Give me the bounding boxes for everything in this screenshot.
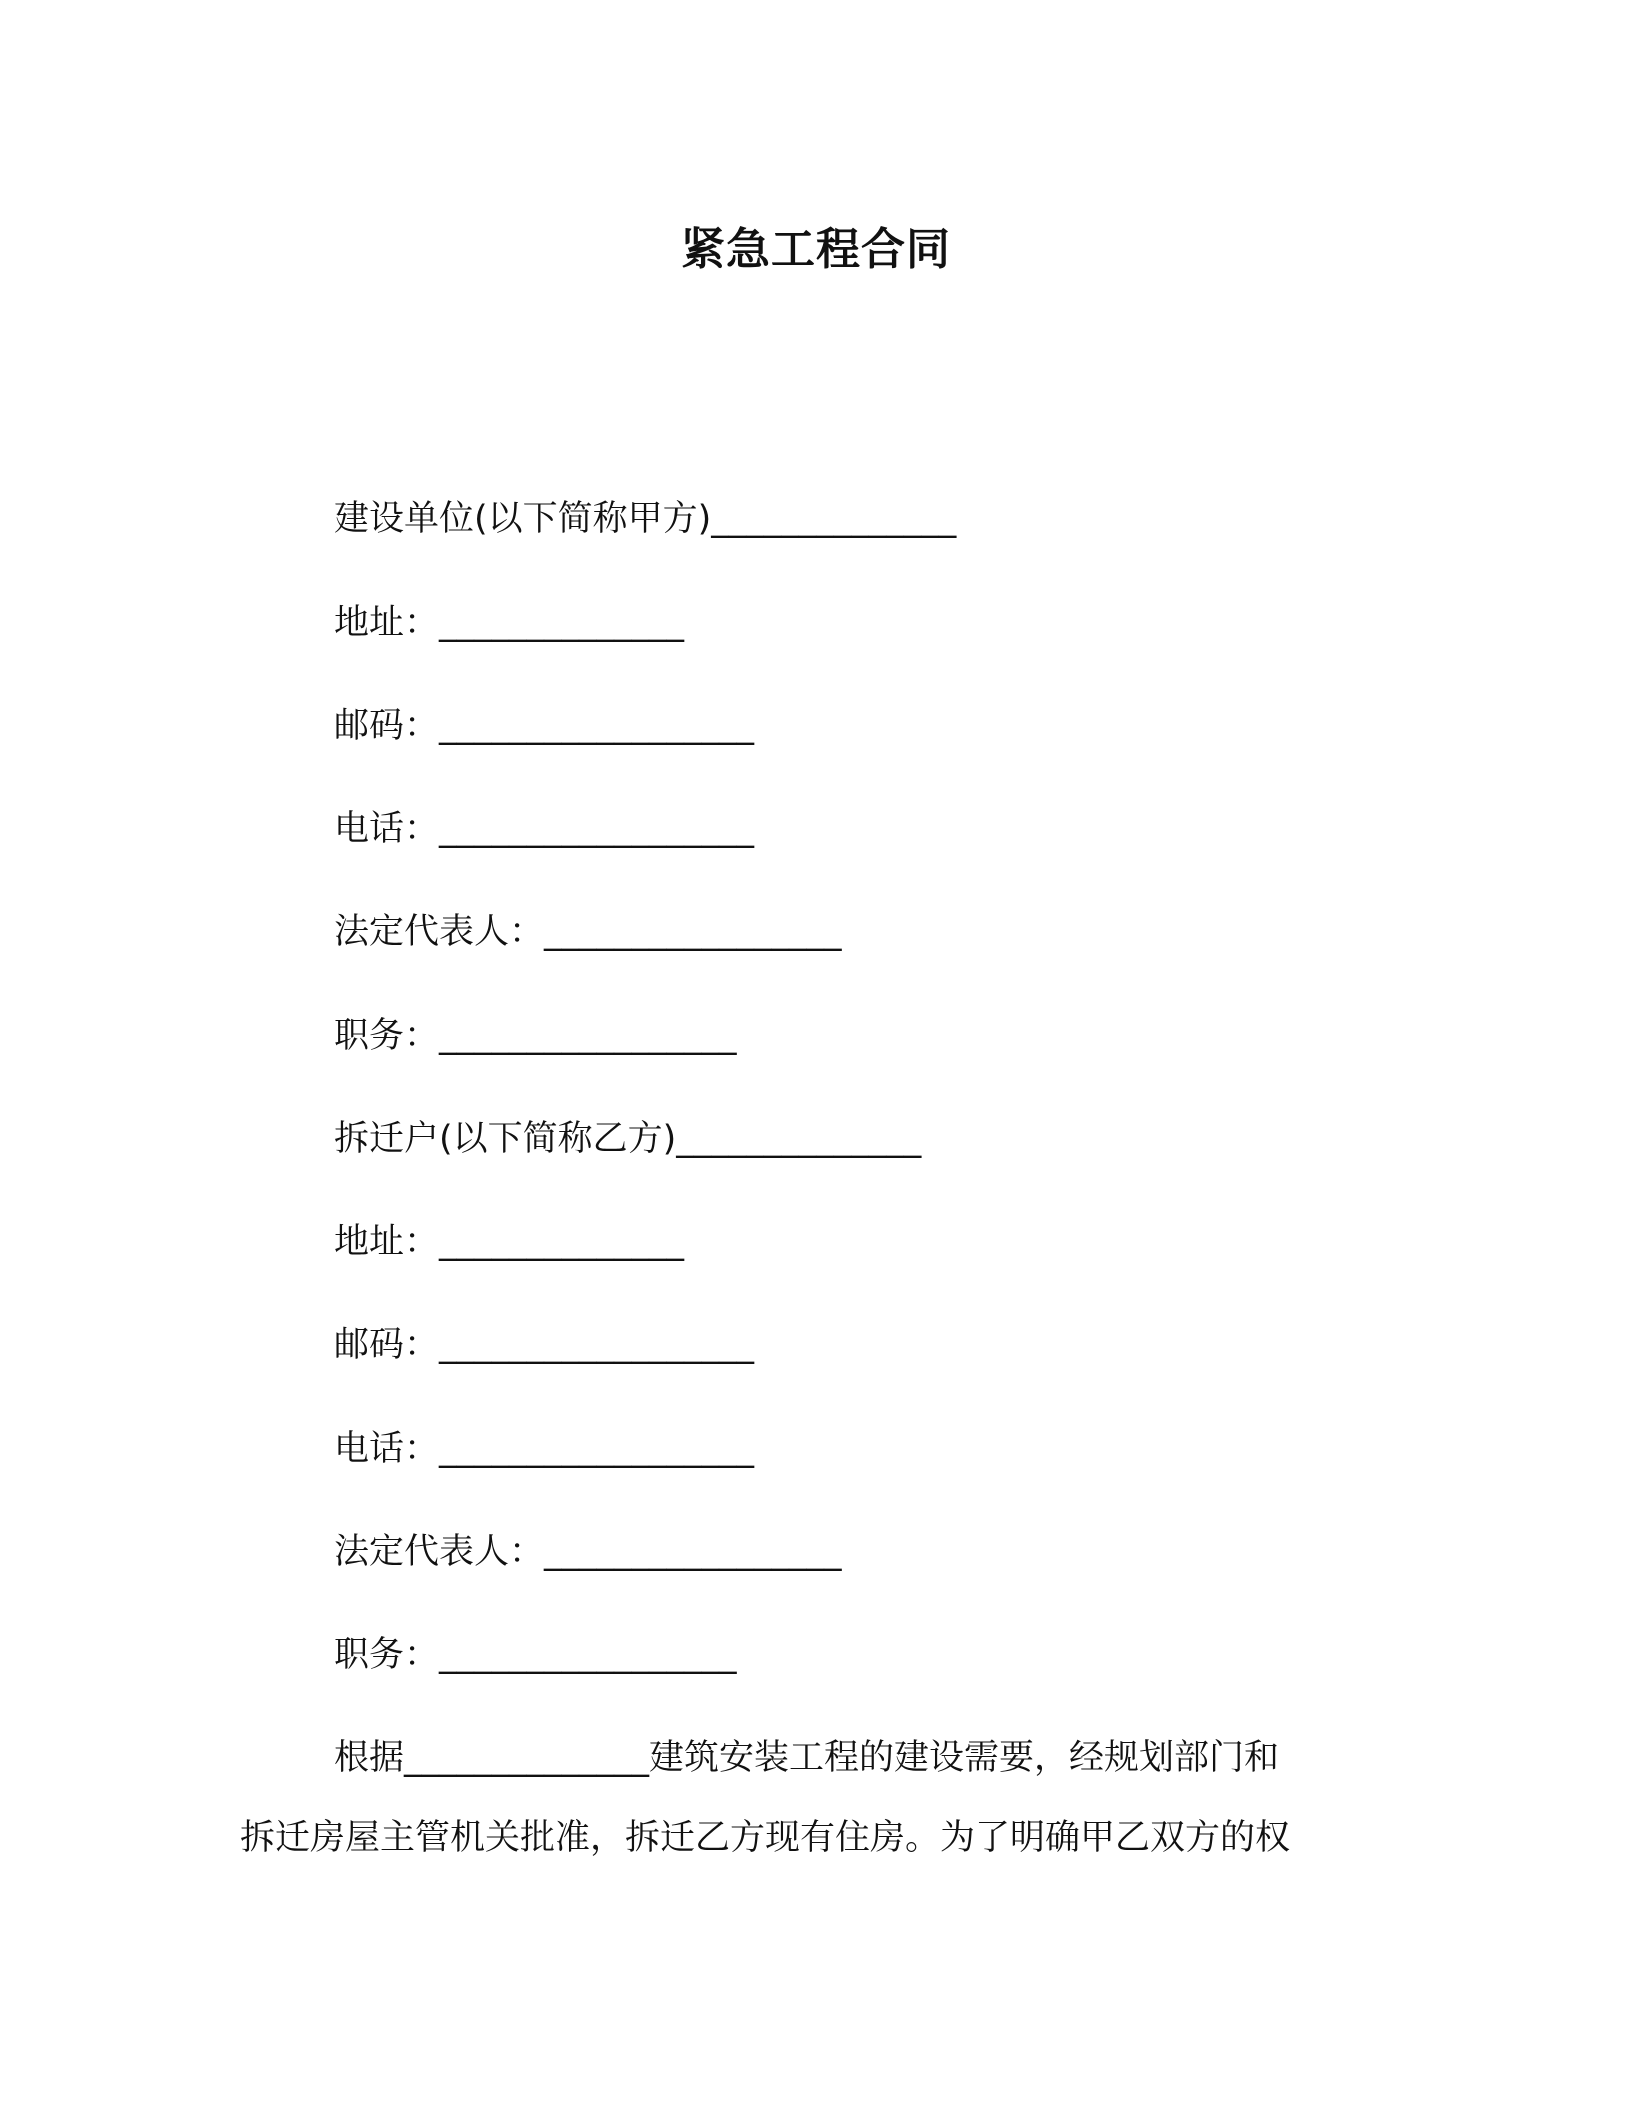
party-b-postcode-line: 邮码：__________________ <box>334 1325 755 1365</box>
party-a-postcode-line: 邮码：__________________ <box>334 706 755 746</box>
party-a-unit-line: 建设单位(以下简称甲方)______________ <box>334 499 957 539</box>
body-paragraph-line-2: 拆迁房屋主管机关批准，拆迁乙方现有住房。为了明确甲乙双方的权 <box>240 1818 1291 1858</box>
party-b-phone-line: 电话：__________________ <box>334 1429 755 1469</box>
party-b-position-line: 职务：_________________ <box>334 1635 737 1675</box>
party-b-unit-line: 拆迁户(以下简称乙方)______________ <box>334 1119 922 1159</box>
party-a-position-line: 职务：_________________ <box>334 1016 737 1056</box>
document-title: 紧急工程合同 <box>681 224 951 275</box>
party-b-address-line: 地址：______________ <box>334 1222 685 1262</box>
body-paragraph-line-1: 根据______________建筑安装工程的建设需要，经规划部门和 <box>334 1738 1280 1778</box>
party-a-address-line: 地址：______________ <box>334 603 685 643</box>
party-b-legal-rep-line: 法定代表人：_________________ <box>334 1532 842 1572</box>
party-a-legal-rep-line: 法定代表人：_________________ <box>334 912 842 952</box>
party-a-phone-line: 电话：__________________ <box>334 809 755 849</box>
